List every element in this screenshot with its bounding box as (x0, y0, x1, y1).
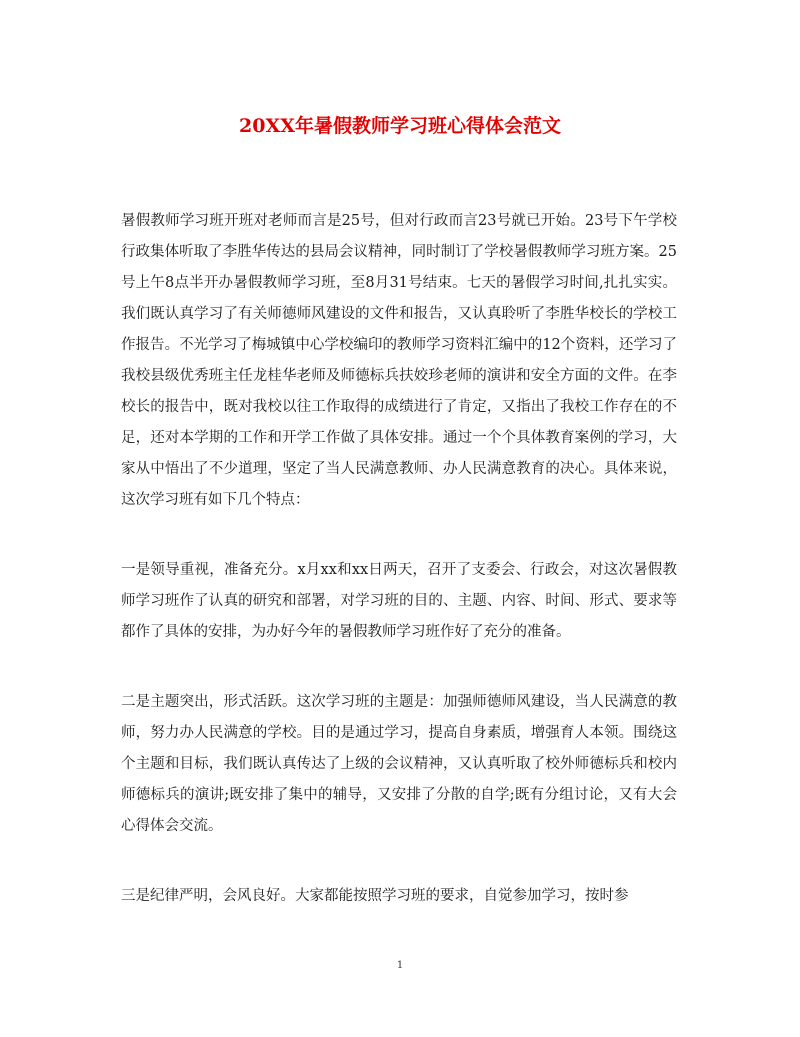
document-title: 20XX年暑假教师学习班心得体会范文 (239, 115, 561, 137)
paragraph-point-one: 一是领导重视，准备充分。x月xx和xx日两天，召开了支委会、行政会，对这次暑假教师学习班作了认真的研究和部署，对学习班的目的、主题、内容、时间、形式、要求等都作了具体的安排，为办好今年的暑假教师学习班作好了充分的准备。 (121, 562, 677, 640)
paragraph-point-two: 二是主题突出，形式活跃。这次学习班的主题是：加强师德师风建设，当人民满意的教师，努力办人民满意的学校。目的是通过学习，提高自身素质，增强育人本领。围绕这个主题和目标，我们既认真传达了上级的会议精神，又认真听取了校外师德标兵和校内师德标兵的演讲;既安排了集中的辅导，又安排了分散的自学;既有分组讨论，又有大会心得体会交流。 (121, 694, 677, 834)
document-body (121, 206, 677, 951)
page-number: 1 (396, 960, 404, 971)
paragraph-intro: 暑假教师学习班开班对老师而言是25号，但对行政而言23号就已开始。23号下午学校行政集体听取了李胜华传达的县局会议精神，同时制订了学校暑假教师学习班方案。25号上午8点半开办暑假教师学习班，至8月31号结束。七天的暑假学习时间,扎扎实实。我们既认真学习了有关师德师风建设的文件和报告，又认真聆听了李胜华校长的学校工作报告。不光学习了梅城镇中心学校编印的教师学习资料汇编中的12个资料，还学习了我校县级优秀班主任龙桂华老师及师德标兵扶姣珍老师的演讲和安全方面的文件。在李校长的报告中，既对我校以往工作取得的成绩进行了肯定，又指出了我校工作存在的不足，还对本学期的工作和开学工作做了具体安排。通过一个个具体教育案例的学习，大家从中悟出了不少道理，坚定了当人民满意教师、办人民满意教育的决心。具体来说，这次学习班有如下几个特点： (121, 213, 677, 508)
paragraph-point-three: 三是纪律严明，会风良好。大家都能按照学习班的要求，自觉参加学习，按时参 (121, 888, 629, 904)
